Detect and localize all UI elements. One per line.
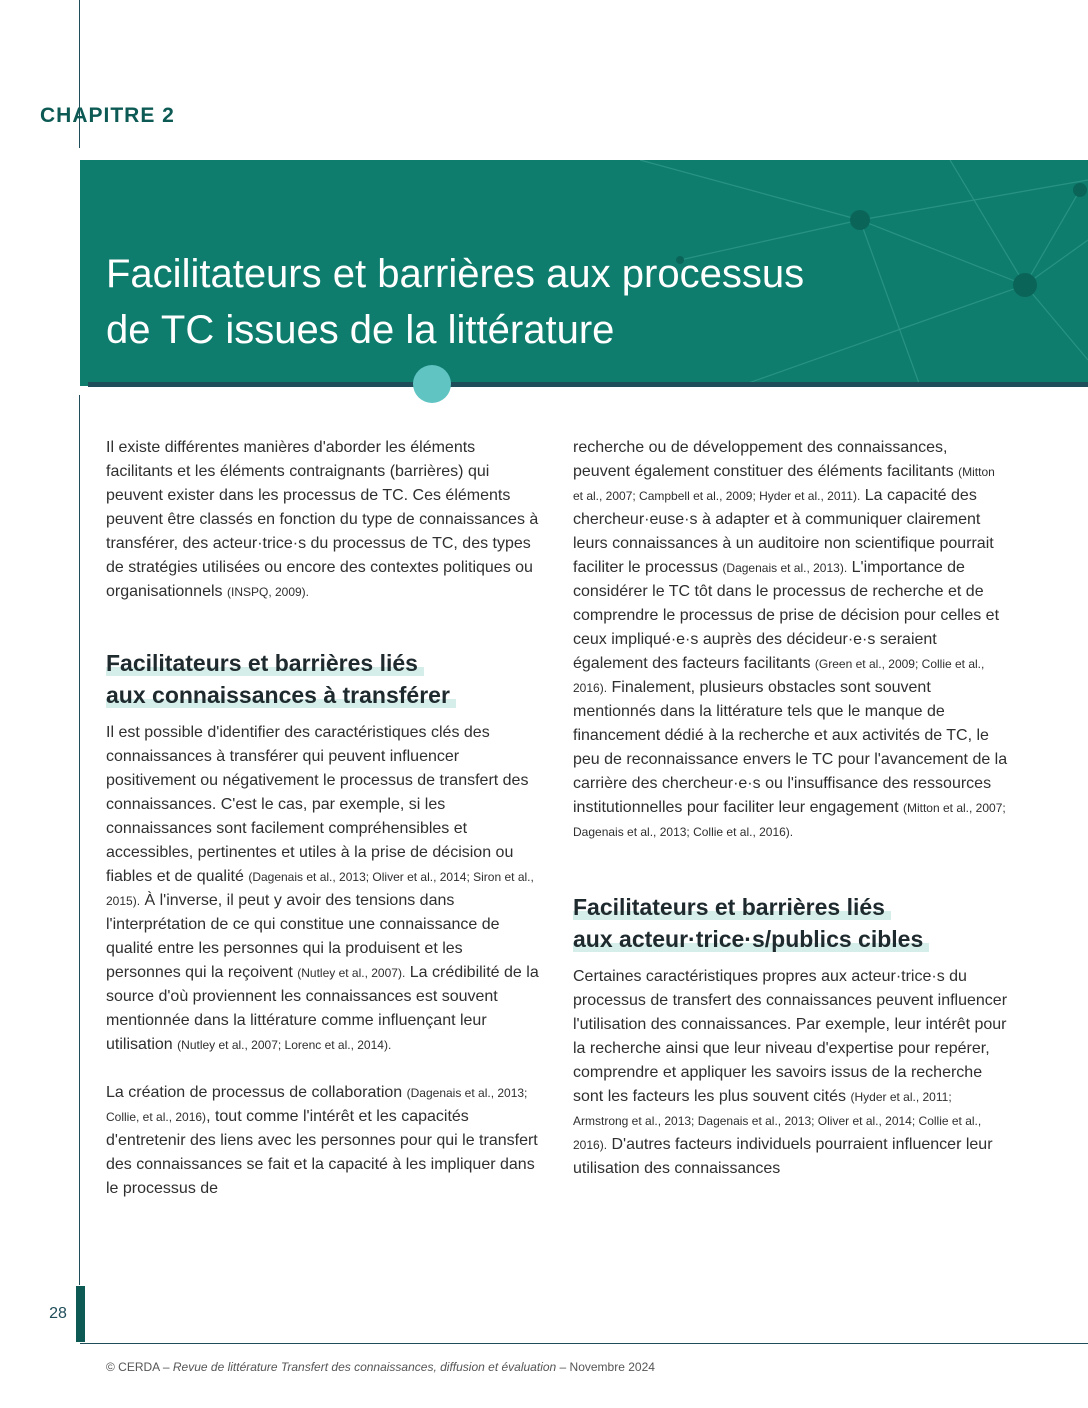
body-text: Certaines caractéristiques propres aux acteur·trice·s du processus de transfert des connaissances peuvent influencer l'utilisation des connaissances. Par exemple, leur intérêt pour la recherche ainsi que leur niveau d'expertise pour repérer, comprendre et appliquer les savoirs issus de la recherche sont les facteurs les plus souvent cités bbox=[573, 968, 1008, 1105]
footer-date: – Novembre 2024 bbox=[556, 1360, 655, 1374]
body-paragraph bbox=[573, 965, 1008, 1181]
citation: (Mitton et al., 2007; Campbell et al., 2009; Hyder et al., 2011). bbox=[573, 465, 995, 503]
heading-line-1: Facilitateurs et barrières liés bbox=[573, 894, 891, 920]
footer-title: Revue de littérature Transfert des connaissances, diffusion et évaluation bbox=[172, 1360, 557, 1374]
body-text: Il est possible d'identifier des caractéristiques clés des connaissances à transférer qui peuvent influencer positivement ou négativement le processus de transfert des connaissances. C'est le cas, par exemple, si les connaissances sont facilement compréhensibles et accessibles, pertinentes et utiles à la prise de décision ou fiables et de qualité bbox=[106, 724, 529, 885]
body-paragraph bbox=[106, 1081, 541, 1201]
section-heading-connaissances bbox=[106, 647, 541, 711]
body-text: , tout comme l'intérêt et les capacités d'entretenir des liens avec les personnes pour qui le transfert des connaissances se fait et la capacité à les impliquer dans le processus de bbox=[106, 1108, 538, 1197]
body-paragraph bbox=[573, 436, 1008, 844]
citation: (Dagenais et al., 2013; Collie, et al., 2016) bbox=[106, 1086, 528, 1124]
left-column bbox=[106, 436, 541, 1201]
citation: (Dagenais et al., 2013; Oliver et al., 2014; Siron et al., 2015). bbox=[106, 870, 534, 908]
page-number: 28 bbox=[40, 1286, 85, 1342]
chapter-label: CHAPITRE 2 bbox=[40, 104, 175, 127]
footer-rule bbox=[80, 1343, 1088, 1344]
heading-line-1: Facilitateurs et barrières liés bbox=[106, 650, 424, 676]
body-paragraph bbox=[106, 721, 541, 1057]
banner-underline bbox=[88, 382, 1088, 387]
right-column bbox=[573, 436, 1008, 1181]
heading-line-2: aux acteur·trice·s/publics cibles bbox=[573, 926, 929, 952]
body-text: La création de processus de collaboration bbox=[106, 1084, 403, 1101]
intro-paragraph bbox=[106, 436, 541, 604]
chapter-title-line-2: de TC issues de la littérature bbox=[106, 308, 615, 352]
citation: (Hyder et al., 2011; Armstrong et al., 2013; Dagenais et al., 2013; Oliver et al., 2014; Collie et al., 2016). bbox=[573, 1090, 982, 1152]
chapter-title bbox=[106, 246, 804, 358]
body-text: La crédibilité de la source d'où proviennent les connaissances est souvent mentionnée dans la littérature comme influençant leur utilisation bbox=[106, 964, 539, 1053]
citation: (Dagenais et al., 2013). bbox=[722, 561, 848, 575]
heading-line-2: aux connaissances à transférer bbox=[106, 682, 456, 708]
chapter-banner bbox=[80, 160, 1088, 386]
body-text: L'importance de considérer le TC tôt dans le processus de recherche et de comprendre le processus de prise de décision pour celles et ceux impliqué·e·s auprès des décideur·e·s seraient également des facteurs facilitants bbox=[573, 559, 1000, 672]
body-text: recherche ou de développement des connaissances, peuvent également constituer des éléments facilitants bbox=[573, 439, 954, 480]
citation: (INSPQ, 2009). bbox=[226, 585, 310, 599]
accent-circle bbox=[413, 365, 451, 403]
margin-rule bbox=[79, 395, 80, 1285]
citation: (Green et al., 2009; Collie et al., 2016). bbox=[573, 657, 985, 695]
citation: (Nutley et al., 2007; Lorenc et al., 2014). bbox=[177, 1038, 392, 1052]
body-text: À l'inverse, il peut y avoir des tensions dans l'interprétation de ce qui constitue une connaissance de qualité entre les personnes qui la produisent et les personnes qui la reçoivent bbox=[106, 892, 500, 981]
citation: (Mitton et al., 2007; Dagenais et al., 2013; Collie et al., 2016). bbox=[573, 801, 1006, 839]
citation: (Nutley et al., 2007). bbox=[297, 966, 406, 980]
body-text: D'autres facteurs individuels pourraient influencer leur utilisation des connaissances bbox=[573, 1136, 993, 1177]
chapter-title-line-1: Facilitateurs et barrières aux processus bbox=[106, 252, 805, 296]
section-heading-acteurs bbox=[573, 891, 1008, 955]
intro-text: Il existe différentes manières d'aborder les éléments facilitants et les éléments contraignants (barrières) qui peuvent exister dans les processus de TC. Ces éléments peuvent être classés en fonction du type de connaissances à transférer, des acteur·trice·s du processus de TC, des types de stratégies utilisées ou encore des contextes politiques ou organisationnels bbox=[106, 439, 539, 600]
body-text: Finalement, plusieurs obstacles sont souvent mentionnés dans la littérature tels que le manque de financement dédié à la recherche et aux activités de TC, le peu de reconnaissance envers le TC pour l'avancement de la carrière des chercheur·e·s ou l'insuffisance des ressources institutionnelles pour faciliter leur engagement bbox=[573, 679, 1008, 816]
body-text: La capacité des chercheur·euse·s à adapter et à communiquer clairement leurs connaissances à un auditoire non scientifique pourrait faciliter le processus bbox=[573, 487, 994, 576]
footer bbox=[106, 1360, 655, 1374]
footer-prefix: © CERDA – bbox=[106, 1360, 173, 1374]
